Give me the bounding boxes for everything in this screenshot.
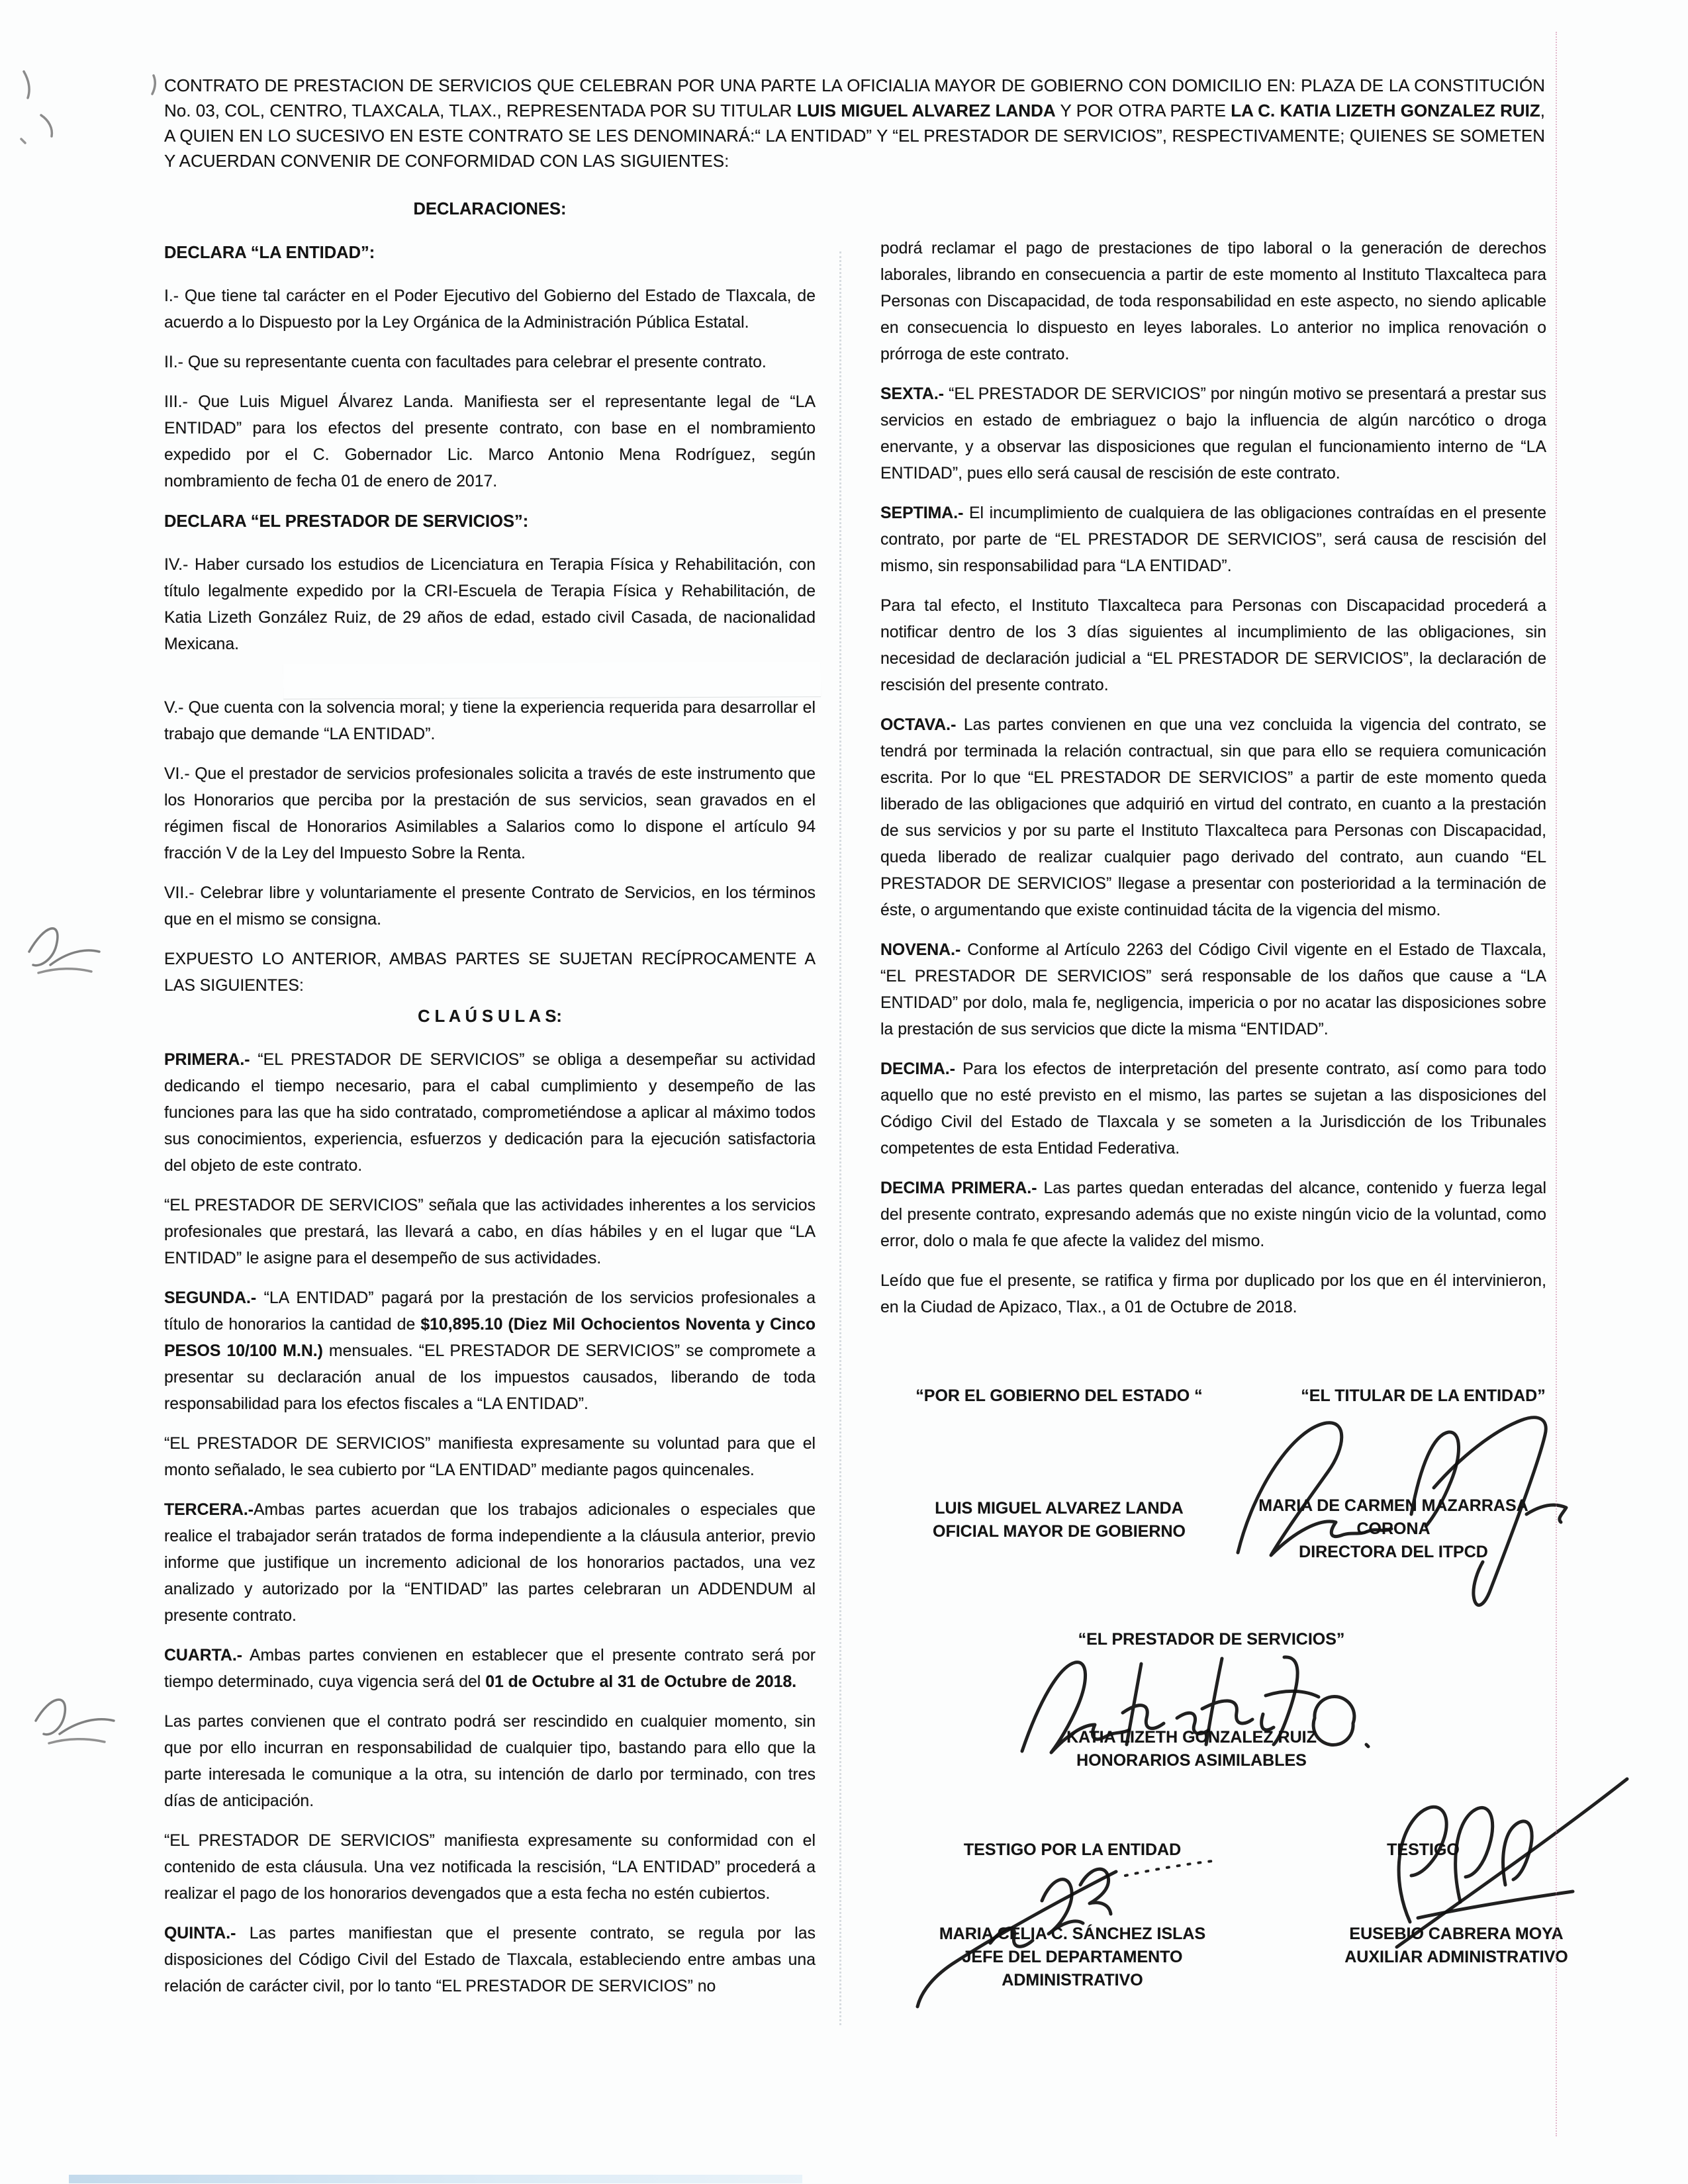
clause-decima-primera (880, 1175, 1546, 1255)
clause-septima-p2: Para tal efecto, el Instituto Tlaxcalteca para Personas con Discapacidad procederá a notificar dentro de los 3 días siguientes al incumplimiento de las obligaciones, sin necesidad de declaración judicial a “EL PRESTADOR DE SERVICIOS”, la declaración de rescisión del presente contrato. (880, 597, 1546, 694)
clause-cuarta-dates: 01 de Octubre al 31 de Octubre de 2018. (485, 1673, 797, 1691)
clause-novena (880, 937, 1546, 1043)
gov-signature-title: “POR EL GOBIERNO DEL ESTADO “ (915, 1387, 1203, 1405)
declara-prestador-heading: DECLARA “EL PRESTADOR DE SERVICIOS”: (164, 512, 529, 531)
clause-segunda-p2: “EL PRESTADOR DE SERVICIOS” manifiesta expresamente su voluntad para que el monto señalado, le sea cubierto por “LA ENTIDAD” mediante pagos quincenales. (164, 1435, 816, 1479)
entity-signatory-role: DIRECTORA DEL ITPCD (1299, 1543, 1488, 1561)
clause-septima (880, 500, 1546, 580)
witness1-role: JEFE DEL DEPARTAMENTO ADMINISTRATIVO (962, 1948, 1183, 1989)
clause-tercera (164, 1497, 816, 1629)
declaraciones-title: DECLARACIONES: (413, 200, 567, 218)
clause-quinta-continuation: podrá reclamar el pago de prestaciones de tipo laboral o la generación de derechos laborales, librando en consecuencia a partir de este momento al Instituto Tlaxcalteca para Personas con Discapacidad, de toda responsabilidad en este aspecto, no siendo aplicable en consecuencia lo dispuesto en leyes laborales. Lo anterior no implica renovación o prórroga de este contrato. (880, 240, 1546, 363)
clause-v: V.- Que cuenta con la solvencia moral; y tiene la experiencia requerida para desarrollar el trabajo que demande “LA ENTIDAD”. (164, 699, 816, 743)
scan-mark-top-left (12, 52, 164, 151)
clause-cuarta-p2: Las partes convienen que el contrato podrá ser rescindido en cualquier momento, sin que por ello incurran en responsabilidad de cualquier tipo, bastando para ello que la parte interesada le comunique a la otra, su intención de darlo por terminado, con tres días de anticipación. (164, 1713, 816, 1810)
clause-sexta (880, 381, 1546, 487)
margin-scribble-2 (26, 1677, 126, 1756)
prestador-signatory-name: KATIA LIZETH GONZALEZ RUIZ (1066, 1728, 1317, 1747)
clause-segunda-label: SEGUNDA.- (164, 1289, 257, 1307)
correction-tape-strip (283, 662, 821, 699)
witness1-title: TESTIGO POR LA ENTIDAD (963, 1841, 1182, 1859)
entity-signature-title: “EL TITULAR DE LA ENTIDAD” (1301, 1387, 1546, 1405)
clause-octava-label: OCTAVA.- (880, 716, 957, 734)
clause-primera (164, 1047, 816, 1179)
right-column (880, 236, 1546, 1334)
witness2-role: AUXILIAR ADMINISTRATIVO (1344, 1948, 1568, 1966)
clause-i: I.- Que tiene tal carácter en el Poder Ejecutivo del Gobierno del Estado de Tlaxcala, de acuerdo a lo Dispuesto por la Ley Orgánica de la Administración Pública Estatal. (164, 287, 816, 332)
clause-primera-text: “EL PRESTADOR DE SERVICIOS” se obliga a desempeñar su actividad dedicando el tiempo necesario, para el cabal cumplimiento y desempeño de las funciones para las que ha sido contratado, comprometiéndose a aplicar al máximo todos sus conocimientos, experiencia, esfuerzos y dedicación para la ejecución satisfactoria del objeto de este contrato. (164, 1051, 816, 1175)
header-text-2: Y POR OTRA PARTE (1055, 101, 1231, 120)
clause-cuarta-label: CUARTA.- (164, 1647, 242, 1664)
clause-decima-primera-label: DECIMA PRIMERA.- (880, 1179, 1037, 1197)
clause-cuarta (164, 1643, 816, 1696)
clause-decima-primera-text: Las partes quedan enteradas del alcance, contenido y fuerza legal del presente contrato, expresando además que no existe ningún vicio de la voluntad, como error, dolo o mala fe que afecte la validez del mismo. (880, 1179, 1546, 1250)
clause-vii: VII.- Celebrar libre y voluntariamente el presente Contrato de Servicios, en los términos que en el mismo se consigna. (164, 884, 816, 929)
clause-novena-label: NOVENA.- (880, 941, 961, 959)
clause-novena-text: Conforme al Artículo 2263 del Código Civil vigente en el Estado de Tlaxcala, “EL PRESTADOR DE SERVICIOS” será responsable de los daños que cause a “LA ENTIDAD” por dolo, mala fe, negligencia, impericia o por no acatar las disposiciones sobre la prestación de sus servicios que dicte la misma “ENTIDAD”. (880, 941, 1546, 1038)
clause-vi: VI.- Que el prestador de servicios profesionales solicita a través de este instrumento que los Honorarios que perciba por la prestación de sus servicios, sean gravados en el régimen fiscal de Honorarios Asimilables a Salarios como lo dispone el artículo 94 fracción V de la Ley del Impuesto Sobre la Renta. (164, 765, 816, 862)
witness1-name: MARIA CELIA C. SÁNCHEZ ISLAS (939, 1925, 1206, 1943)
witness1-signatory-block (887, 1923, 1258, 1992)
clause-octava (880, 712, 1546, 924)
clause-cuarta-text1: Ambas partes convienen en establecer que el presente contrato será por tiempo determinado, cuya vigencia será del (164, 1647, 816, 1691)
gov-signatory-block (887, 1497, 1231, 1543)
clause-decima (880, 1056, 1546, 1162)
clause-sexta-label: SEXTA.- (880, 385, 944, 403)
clause-segunda-text1: “LA ENTIDAD” pagará por la prestación de los servicios profesionales a título de honorarios la cantidad de (164, 1289, 816, 1334)
clause-cuarta-p3: “EL PRESTADOR DE SERVICIOS” manifiesta expresamente su conformidad con el contenido de esta cláusula. Una vez notificada la rescisión, “LA ENTIDAD” procederá a realizar el pago de los honorarios devengados que a esta fecha no estén cubiertos. (164, 1832, 816, 1903)
clause-octava-text: Las partes convienen en que una vez concluida la vigencia del contrato, se tendrá por terminada la relación contractual, sin que para ello se requiera comunicación escrita. Por lo que “EL PRESTADOR DE SERVICIOS” a partir de este momento queda liberado de las obligaciones que adquirió en virtud del contrato, en cuanto a la prestación de sus servicios y por su parte el Instituto Tlaxcalteca para Personas con Discapacidad, queda liberado de realizar cualquier pago derivado del contrato, aun cuando “EL PRESTADOR DE SERVICIOS” llegase a presentar con posterioridad a la terminación de éste, o argumentando que existe continuidad tácita de la vigencia del mismo. (880, 716, 1546, 919)
clause-iv: IV.- Haber cursado los estudios de Licenciatura en Terapia Física y Rehabilitación, con título legalmente expedido por la CRI-Escuela de Terapia Física y Rehabilitación, de Katia Lizeth González Ruiz, de 29 años de edad, estado civil Casada, de nacionalidad Mexicana. (164, 556, 816, 653)
clause-tercera-label: TERCERA.- (164, 1501, 254, 1519)
column-fold-line (839, 251, 841, 2025)
left-column (164, 196, 816, 2013)
entity-signatory-name: MARIA DE CARMEN MAZARRASA CORONA (1258, 1496, 1528, 1538)
expuesto-paragraph: EXPUESTO LO ANTERIOR, AMBAS PARTES SE SUJETAN RECÍPROCAMENTE A LAS SIGUIENTES: (164, 950, 816, 995)
closing-paragraph: Leído que fue el presente, se ratifica y firma por duplicado por los que en él intervinieron, en la Ciudad de Apizaco, Tlax., a 01 de Octubre de 2018. (880, 1272, 1546, 1316)
clause-segunda (164, 1285, 816, 1418)
contract-opening-paragraph (164, 73, 1545, 173)
clause-primera-p2: “EL PRESTADOR DE SERVICIOS” señala que las actividades inherentes a los servicios profesionales que prestará, las llevará a cabo, en días hábiles y en el lugar que “LA ENTIDAD” le asigne para el desempeño de sus actividades. (164, 1197, 816, 1267)
clausulas-title: C L A Ú S U L A S: (418, 1007, 562, 1026)
clause-quinta-label: QUINTA.- (164, 1925, 236, 1942)
header-bold-gov-representative: LUIS MIGUEL ALVAREZ LANDA (796, 101, 1056, 120)
header-text-3: , A QUIEN EN LO SUCESIVO EN ESTE CONTRATO SE LES DENOMINARÁ:“ LA ENTIDAD” Y “EL PRESTADOR DE SERVICIOS”, RESPECTIVAMENTE; QUIENES SE SOMETEN Y ACUERDAN CONVENIR DE CONFORMIDAD CON LAS SIGUIENTES: (164, 101, 1546, 171)
clause-segunda-text2: mensuales. “EL PRESTADOR DE SERVICIOS” se compromete a presentar su declaración anual de los impuestos causados, liberando de toda responsabilidad para los efectos fiscales a “LA ENTIDAD”. (164, 1342, 816, 1413)
clause-septima-text: El incumplimiento de cualquiera de las obligaciones contraídas en el presente contrato, por parte de “EL PRESTADOR DE SERVICIOS”, será causa de rescisión del mismo, sin responsabilidad para “LA ENTIDAD”. (880, 504, 1546, 575)
prestador-signatory-block (993, 1726, 1390, 1772)
margin-scribble-1 (19, 904, 111, 983)
header-text-1: CONTRATO DE PRESTACION DE SERVICIOS QUE CELEBRAN POR UNA PARTE LA OFICIALIA MAYOR DE GOBIERNO CON DOMICILIO EN: PLAZA DE LA CONSTITUCIÓN No. 03, COL, CENTRO, TLAXCALA, TLAX., REPRESENTADA POR SU TITULAR (164, 75, 1545, 120)
prestador-signature-title: “EL PRESTADOR DE SERVICIOS” (1078, 1630, 1345, 1649)
scanner-edge-strip (69, 2175, 802, 2183)
clause-primera-label: PRIMERA.- (164, 1051, 250, 1069)
clause-septima-label: SEPTIMA.- (880, 504, 964, 522)
witness2-signatory-block (1291, 1923, 1622, 1969)
clause-sexta-text: “EL PRESTADOR DE SERVICIOS” por ningún motivo se presentará a prestar sus servicios en estado de embriaguez o bajo la influencia de algún narcótico o droga enervante, y a observar las disposiciones que regulan el funcionamiento interno de “LA ENTIDAD”, pues ello será causal de rescisión de este contrato. (880, 385, 1546, 482)
clause-segunda-amount: $10,895.10 (Diez Mil Ochocientos Noventa y Cinco PESOS 10/100 M.N.) (164, 1316, 816, 1360)
clause-decima-text: Para los efectos de interpretación del presente contrato, así como para todo aquello que no esté previsto en el mismo, las partes se sujetan a las disposiciones del Código Civil del Estado de Tlaxcala y se someten a la Jurisdicción de los Tribunales competentes de esta Entidad Federativa. (880, 1060, 1546, 1158)
prestador-signatory-role: HONORARIOS ASIMILABLES (1076, 1751, 1307, 1770)
witness2-name: EUSEBIO CABRERA MOYA (1349, 1925, 1564, 1943)
clause-decima-label: DECIMA.- (880, 1060, 955, 1078)
declara-entidad-heading: DECLARA “LA ENTIDAD”: (164, 244, 375, 262)
clause-tercera-text: Ambas partes acuerdan que los trabajos adicionales o especiales que realice el trabajador serán tratados de forma independiente a la cláusula anterior, previo informe que justifique un incremento adicional de los honorarios pactados, una vez analizado y autorizado por la “ENTIDAD” las partes celebraran un ADDENDUM al presente contrato. (164, 1501, 816, 1625)
entity-signatory-block (1251, 1494, 1536, 1564)
clause-iii: III.- Que Luis Miguel Álvarez Landa. Manifiesta ser el representante legal de “LA ENTIDAD” para los efectos del presente contrato, con base en el nombramiento expedido por el C. Gobernador Lic. Marco Antonio Mena Rodríguez, según nombramiento de fecha 01 de enero de 2017. (164, 393, 816, 490)
clause-quinta (164, 1921, 816, 2000)
clause-quinta-text: Las partes manifiestan que el presente contrato, se regula por las disposiciones del Código Civil del Estado de Tlaxcala, estableciendo entre ambas una relación de carácter civil, por lo tanto “EL PRESTADOR DE SERVICIOS” no (164, 1925, 816, 1995)
gov-signatory-role: OFICIAL MAYOR DE GOBIERNO (933, 1522, 1186, 1541)
clause-ii: II.- Que su representante cuenta con facultades para celebrar el presente contrato. (164, 353, 767, 371)
header-bold-provider-name: LA C. KATIA LIZETH GONZALEZ RUIZ (1231, 101, 1540, 120)
gov-signatory-name: LUIS MIGUEL ALVAREZ LANDA (935, 1499, 1184, 1518)
scan-edge-line (1556, 32, 1557, 2136)
witness2-title: TESTIGO (1387, 1841, 1460, 1859)
